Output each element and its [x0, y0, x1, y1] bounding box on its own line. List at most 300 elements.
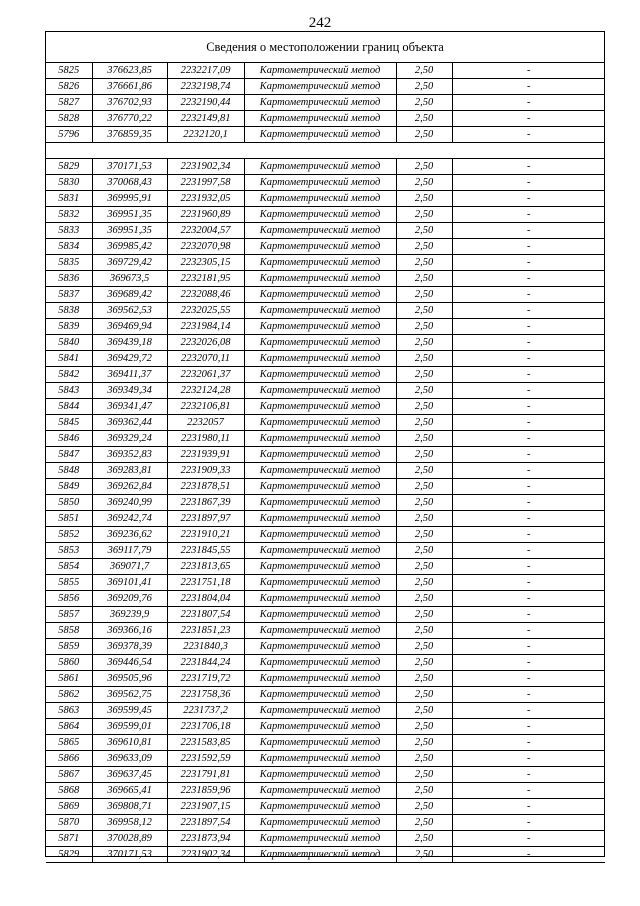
x-coordinate-cell: 369633,09	[92, 751, 167, 767]
group-separator-row	[46, 143, 605, 159]
y-coordinate-cell: 2232305,15	[167, 255, 244, 271]
x-coordinate-cell: 376770,22	[92, 111, 167, 127]
table-row	[46, 751, 605, 767]
accuracy-cell: 2,50	[396, 319, 452, 335]
method-cell: Картометрический метод	[244, 639, 396, 655]
y-coordinate-cell: 2231791,81	[167, 767, 244, 783]
table-row	[46, 351, 605, 367]
table-row	[46, 495, 605, 511]
y-coordinate-cell: 2231902,34	[167, 847, 244, 863]
accuracy-cell: 2,50	[396, 303, 452, 319]
table-row	[46, 607, 605, 623]
description-cell: -	[452, 111, 605, 127]
y-coordinate-cell: 2231844,24	[167, 655, 244, 671]
x-coordinate-cell: 369283,81	[92, 463, 167, 479]
separator-cell	[46, 143, 605, 159]
description-cell: -	[452, 367, 605, 383]
table-row	[46, 255, 605, 271]
page-number: 242	[308, 15, 332, 31]
description-cell: -	[452, 335, 605, 351]
description-cell: -	[452, 543, 605, 559]
table-row	[46, 239, 605, 255]
table-row	[46, 271, 605, 287]
x-coordinate-cell: 370028,89	[92, 831, 167, 847]
accuracy-cell: 2,50	[396, 815, 452, 831]
description-cell: -	[452, 831, 605, 847]
y-coordinate-cell: 2231980,11	[167, 431, 244, 447]
point-number-cell: 5862	[46, 687, 92, 703]
point-number-cell: 5829	[46, 847, 92, 863]
method-cell: Картометрический метод	[244, 591, 396, 607]
description-cell: -	[452, 719, 605, 735]
point-number-cell: 5838	[46, 303, 92, 319]
accuracy-cell: 2,50	[396, 111, 452, 127]
point-number-cell: 5832	[46, 207, 92, 223]
method-cell: Картометрический метод	[244, 607, 396, 623]
table-row	[46, 175, 605, 191]
method-cell: Картометрический метод	[244, 703, 396, 719]
method-cell: Картометрический метод	[244, 255, 396, 271]
table-row	[46, 111, 605, 127]
method-cell: Картометрический метод	[244, 719, 396, 735]
table-row	[46, 127, 605, 143]
accuracy-cell: 2,50	[396, 127, 452, 143]
description-cell: -	[452, 415, 605, 431]
description-cell: -	[452, 463, 605, 479]
y-coordinate-cell: 2232088,46	[167, 287, 244, 303]
table-row	[46, 191, 605, 207]
x-coordinate-cell: 369239,9	[92, 607, 167, 623]
x-coordinate-cell: 369599,45	[92, 703, 167, 719]
point-number-cell: 5851	[46, 511, 92, 527]
accuracy-cell: 2,50	[396, 367, 452, 383]
point-number-cell: 5850	[46, 495, 92, 511]
table-row	[46, 831, 605, 847]
method-cell: Картометрический метод	[244, 831, 396, 847]
accuracy-cell: 2,50	[396, 591, 452, 607]
x-coordinate-cell: 369689,42	[92, 287, 167, 303]
point-number-cell: 5826	[46, 79, 92, 95]
y-coordinate-cell: 2231719,72	[167, 671, 244, 687]
table-row	[46, 559, 605, 575]
y-coordinate-cell: 2231909,33	[167, 463, 244, 479]
x-coordinate-cell: 369446,54	[92, 655, 167, 671]
table-row	[46, 783, 605, 799]
accuracy-cell: 2,50	[396, 351, 452, 367]
x-coordinate-cell: 369958,12	[92, 815, 167, 831]
point-number-cell: 5864	[46, 719, 92, 735]
method-cell: Картометрический метод	[244, 95, 396, 111]
description-cell: -	[452, 287, 605, 303]
x-coordinate-cell: 369209,76	[92, 591, 167, 607]
description-cell: -	[452, 319, 605, 335]
method-cell: Картометрический метод	[244, 415, 396, 431]
y-coordinate-cell: 2232181,95	[167, 271, 244, 287]
accuracy-cell: 2,50	[396, 559, 452, 575]
method-cell: Картометрический метод	[244, 335, 396, 351]
y-coordinate-cell: 2231859,96	[167, 783, 244, 799]
point-number-cell: 5863	[46, 703, 92, 719]
x-coordinate-cell: 370068,43	[92, 175, 167, 191]
method-cell: Картометрический метод	[244, 495, 396, 511]
point-number-cell: 5843	[46, 383, 92, 399]
point-number-cell: 5869	[46, 799, 92, 815]
table-row	[46, 383, 605, 399]
method-cell: Картометрический метод	[244, 751, 396, 767]
y-coordinate-cell: 2231867,39	[167, 495, 244, 511]
table-row	[46, 431, 605, 447]
description-cell: -	[452, 735, 605, 751]
method-cell: Картометрический метод	[244, 687, 396, 703]
description-cell: -	[452, 159, 605, 175]
table-row	[46, 735, 605, 751]
table-row	[46, 479, 605, 495]
point-number-cell: 5835	[46, 255, 92, 271]
accuracy-cell: 2,50	[396, 175, 452, 191]
coordinates-table	[46, 63, 605, 863]
point-number-cell: 5836	[46, 271, 92, 287]
point-number-cell: 5828	[46, 111, 92, 127]
point-number-cell: 5840	[46, 335, 92, 351]
accuracy-cell: 2,50	[396, 751, 452, 767]
y-coordinate-cell: 2231902,34	[167, 159, 244, 175]
description-cell: -	[452, 223, 605, 239]
description-cell: -	[452, 383, 605, 399]
method-cell: Картометрический метод	[244, 815, 396, 831]
x-coordinate-cell: 369349,34	[92, 383, 167, 399]
accuracy-cell: 2,50	[396, 399, 452, 415]
y-coordinate-cell: 2231997,58	[167, 175, 244, 191]
accuracy-cell: 2,50	[396, 799, 452, 815]
y-coordinate-cell: 2231758,36	[167, 687, 244, 703]
accuracy-cell: 2,50	[396, 543, 452, 559]
point-number-cell: 5871	[46, 831, 92, 847]
accuracy-cell: 2,50	[396, 719, 452, 735]
description-cell: -	[452, 687, 605, 703]
accuracy-cell: 2,50	[396, 447, 452, 463]
description-cell: -	[452, 623, 605, 639]
description-cell: -	[452, 191, 605, 207]
description-cell: -	[452, 527, 605, 543]
method-cell: Картометрический метод	[244, 351, 396, 367]
method-cell: Картометрический метод	[244, 767, 396, 783]
accuracy-cell: 2,50	[396, 431, 452, 447]
accuracy-cell: 2,50	[396, 335, 452, 351]
method-cell: Картометрический метод	[244, 239, 396, 255]
accuracy-cell: 2,50	[396, 287, 452, 303]
table-row	[46, 623, 605, 639]
method-cell: Картометрический метод	[244, 463, 396, 479]
y-coordinate-cell: 2231878,51	[167, 479, 244, 495]
method-cell: Картометрический метод	[244, 447, 396, 463]
accuracy-cell: 2,50	[396, 671, 452, 687]
point-number-cell: 5831	[46, 191, 92, 207]
table-row	[46, 767, 605, 783]
accuracy-cell: 2,50	[396, 159, 452, 175]
point-number-cell: 5839	[46, 319, 92, 335]
accuracy-cell: 2,50	[396, 271, 452, 287]
point-number-cell: 5844	[46, 399, 92, 415]
x-coordinate-cell: 369729,42	[92, 255, 167, 271]
point-number-cell: 5825	[46, 63, 92, 79]
method-cell: Картометрический метод	[244, 319, 396, 335]
method-cell: Картометрический метод	[244, 575, 396, 591]
x-coordinate-cell: 376702,93	[92, 95, 167, 111]
accuracy-cell: 2,50	[396, 607, 452, 623]
accuracy-cell: 2,50	[396, 639, 452, 655]
x-coordinate-cell: 369439,18	[92, 335, 167, 351]
table-title: Сведения о местоположении границ объекта	[46, 32, 604, 63]
method-cell: Картометрический метод	[244, 287, 396, 303]
y-coordinate-cell: 2232149,81	[167, 111, 244, 127]
y-coordinate-cell: 2232070,11	[167, 351, 244, 367]
description-cell: -	[452, 255, 605, 271]
point-number-cell: 5846	[46, 431, 92, 447]
method-cell: Картометрический метод	[244, 111, 396, 127]
method-cell: Картометрический метод	[244, 799, 396, 815]
y-coordinate-cell: 2231984,14	[167, 319, 244, 335]
accuracy-cell: 2,50	[396, 95, 452, 111]
y-coordinate-cell: 2232057	[167, 415, 244, 431]
table-row	[46, 223, 605, 239]
description-cell: -	[452, 127, 605, 143]
y-coordinate-cell: 2231840,3	[167, 639, 244, 655]
y-coordinate-cell: 2232190,44	[167, 95, 244, 111]
y-coordinate-cell: 2231939,91	[167, 447, 244, 463]
method-cell: Картометрический метод	[244, 303, 396, 319]
table-row	[46, 319, 605, 335]
y-coordinate-cell: 2231873,94	[167, 831, 244, 847]
x-coordinate-cell: 369329,24	[92, 431, 167, 447]
x-coordinate-cell: 369352,83	[92, 447, 167, 463]
y-coordinate-cell: 2232198,74	[167, 79, 244, 95]
x-coordinate-cell: 369673,5	[92, 271, 167, 287]
y-coordinate-cell: 2232124,28	[167, 383, 244, 399]
accuracy-cell: 2,50	[396, 783, 452, 799]
method-cell: Картометрический метод	[244, 175, 396, 191]
x-coordinate-cell: 369071,7	[92, 559, 167, 575]
x-coordinate-cell: 369341,47	[92, 399, 167, 415]
description-cell: -	[452, 495, 605, 511]
x-coordinate-cell: 369117,79	[92, 543, 167, 559]
y-coordinate-cell: 2231592,59	[167, 751, 244, 767]
table-row	[46, 303, 605, 319]
table-row	[46, 63, 605, 79]
x-coordinate-cell: 369562,53	[92, 303, 167, 319]
x-coordinate-cell: 369362,44	[92, 415, 167, 431]
description-cell: -	[452, 607, 605, 623]
method-cell: Картометрический метод	[244, 383, 396, 399]
point-number-cell: 5829	[46, 159, 92, 175]
x-coordinate-cell: 369808,71	[92, 799, 167, 815]
y-coordinate-cell: 2231897,54	[167, 815, 244, 831]
method-cell: Картометрический метод	[244, 367, 396, 383]
description-cell: -	[452, 639, 605, 655]
x-coordinate-cell: 369610,81	[92, 735, 167, 751]
description-cell: -	[452, 511, 605, 527]
point-number-cell: 5849	[46, 479, 92, 495]
method-cell: Картометрический метод	[244, 783, 396, 799]
method-cell: Картометрический метод	[244, 207, 396, 223]
x-coordinate-cell: 369262,84	[92, 479, 167, 495]
accuracy-cell: 2,50	[396, 239, 452, 255]
point-number-cell: 5865	[46, 735, 92, 751]
table-row	[46, 159, 605, 175]
x-coordinate-cell: 369101,41	[92, 575, 167, 591]
x-coordinate-cell: 369469,94	[92, 319, 167, 335]
point-number-cell: 5845	[46, 415, 92, 431]
accuracy-cell: 2,50	[396, 415, 452, 431]
table-row	[46, 687, 605, 703]
method-cell: Картометрический метод	[244, 671, 396, 687]
method-cell: Картометрический метод	[244, 511, 396, 527]
description-cell: -	[452, 303, 605, 319]
point-number-cell: 5827	[46, 95, 92, 111]
method-cell: Картометрический метод	[244, 623, 396, 639]
description-cell: -	[452, 671, 605, 687]
table-row	[46, 639, 605, 655]
point-number-cell: 5860	[46, 655, 92, 671]
point-number-cell: 5852	[46, 527, 92, 543]
method-cell: Картометрический метод	[244, 655, 396, 671]
accuracy-cell: 2,50	[396, 255, 452, 271]
description-cell: -	[452, 847, 605, 863]
point-number-cell: 5858	[46, 623, 92, 639]
description-cell: -	[452, 95, 605, 111]
accuracy-cell: 2,50	[396, 207, 452, 223]
description-cell: -	[452, 447, 605, 463]
method-cell: Картометрический метод	[244, 847, 396, 863]
x-coordinate-cell: 376859,35	[92, 127, 167, 143]
table-row	[46, 367, 605, 383]
description-cell: -	[452, 79, 605, 95]
method-cell: Картометрический метод	[244, 223, 396, 239]
point-number-cell: 5841	[46, 351, 92, 367]
y-coordinate-cell: 2231851,23	[167, 623, 244, 639]
y-coordinate-cell: 2232026,08	[167, 335, 244, 351]
point-number-cell: 5847	[46, 447, 92, 463]
point-number-cell: 5853	[46, 543, 92, 559]
y-coordinate-cell: 2231932,05	[167, 191, 244, 207]
description-cell: -	[452, 703, 605, 719]
point-number-cell: 5856	[46, 591, 92, 607]
description-cell: -	[452, 351, 605, 367]
point-number-cell: 5848	[46, 463, 92, 479]
accuracy-cell: 2,50	[396, 847, 452, 863]
accuracy-cell: 2,50	[396, 495, 452, 511]
x-coordinate-cell: 376623,85	[92, 63, 167, 79]
table-row	[46, 415, 605, 431]
table-row	[46, 591, 605, 607]
table-row	[46, 511, 605, 527]
accuracy-cell: 2,50	[396, 703, 452, 719]
accuracy-cell: 2,50	[396, 511, 452, 527]
x-coordinate-cell: 369505,96	[92, 671, 167, 687]
x-coordinate-cell: 369366,16	[92, 623, 167, 639]
point-number-cell: 5842	[46, 367, 92, 383]
table-row	[46, 703, 605, 719]
point-number-cell: 5870	[46, 815, 92, 831]
x-coordinate-cell: 369951,35	[92, 207, 167, 223]
table-row	[46, 719, 605, 735]
method-cell: Картометрический метод	[244, 271, 396, 287]
table-row	[46, 287, 605, 303]
point-number-cell: 5868	[46, 783, 92, 799]
table-row	[46, 95, 605, 111]
y-coordinate-cell: 2232025,55	[167, 303, 244, 319]
point-number-cell: 5830	[46, 175, 92, 191]
y-coordinate-cell: 2231960,89	[167, 207, 244, 223]
method-cell: Картометрический метод	[244, 399, 396, 415]
accuracy-cell: 2,50	[396, 655, 452, 671]
accuracy-cell: 2,50	[396, 383, 452, 399]
description-cell: -	[452, 399, 605, 415]
y-coordinate-cell: 2231813,65	[167, 559, 244, 575]
y-coordinate-cell: 2231751,18	[167, 575, 244, 591]
method-cell: Картометрический метод	[244, 735, 396, 751]
description-cell: -	[452, 559, 605, 575]
method-cell: Картометрический метод	[244, 191, 396, 207]
method-cell: Картометрический метод	[244, 559, 396, 575]
description-cell: -	[452, 239, 605, 255]
point-number-cell: 5857	[46, 607, 92, 623]
description-cell: -	[452, 591, 605, 607]
accuracy-cell: 2,50	[396, 687, 452, 703]
x-coordinate-cell: 369378,39	[92, 639, 167, 655]
accuracy-cell: 2,50	[396, 63, 452, 79]
x-coordinate-cell: 376661,86	[92, 79, 167, 95]
method-cell: Картометрический метод	[244, 431, 396, 447]
method-cell: Картометрический метод	[244, 63, 396, 79]
x-coordinate-cell: 369995,91	[92, 191, 167, 207]
x-coordinate-cell: 369951,35	[92, 223, 167, 239]
description-cell: -	[452, 575, 605, 591]
description-cell: -	[452, 799, 605, 815]
table-row	[46, 335, 605, 351]
table-row	[46, 463, 605, 479]
coordinates-table-body	[46, 63, 605, 863]
y-coordinate-cell: 2232070,98	[167, 239, 244, 255]
x-coordinate-cell: 369240,99	[92, 495, 167, 511]
point-number-cell: 5861	[46, 671, 92, 687]
x-coordinate-cell: 369242,74	[92, 511, 167, 527]
table-row	[46, 799, 605, 815]
table-row	[46, 543, 605, 559]
description-cell: -	[452, 767, 605, 783]
description-cell: -	[452, 783, 605, 799]
y-coordinate-cell: 2231897,97	[167, 511, 244, 527]
x-coordinate-cell: 369411,37	[92, 367, 167, 383]
x-coordinate-cell: 369637,45	[92, 767, 167, 783]
description-cell: -	[452, 271, 605, 287]
table-row	[46, 447, 605, 463]
table-row	[46, 399, 605, 415]
method-cell: Картометрический метод	[244, 527, 396, 543]
y-coordinate-cell: 2232120,1	[167, 127, 244, 143]
table-row	[46, 207, 605, 223]
y-coordinate-cell: 2231583,85	[167, 735, 244, 751]
table-row	[46, 79, 605, 95]
accuracy-cell: 2,50	[396, 623, 452, 639]
point-number-cell: 5834	[46, 239, 92, 255]
accuracy-cell: 2,50	[396, 191, 452, 207]
accuracy-cell: 2,50	[396, 479, 452, 495]
accuracy-cell: 2,50	[396, 575, 452, 591]
x-coordinate-cell: 370171,53	[92, 159, 167, 175]
table-row	[46, 575, 605, 591]
y-coordinate-cell: 2231737,2	[167, 703, 244, 719]
description-cell: -	[452, 175, 605, 191]
